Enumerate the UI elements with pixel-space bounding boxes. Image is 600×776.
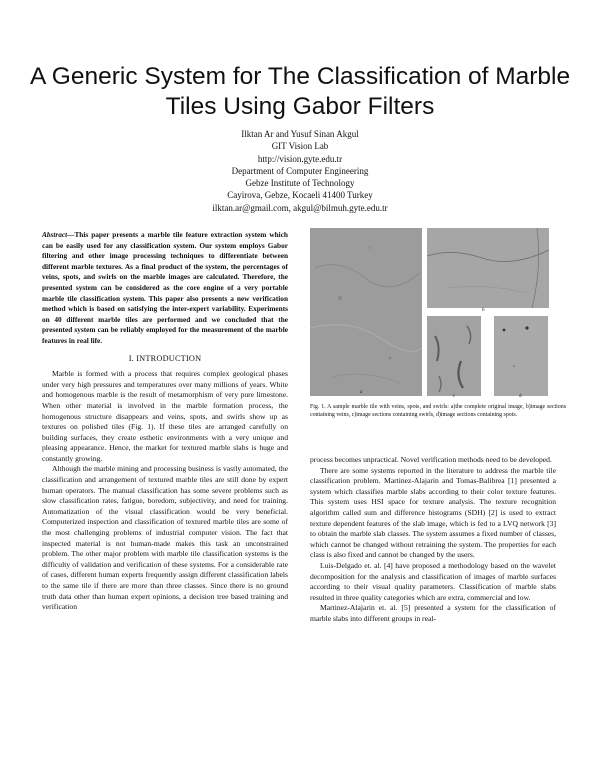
figure-1-caption: Fig. 1. A sample marble tile with veins, spots, and swirls: a)the complete original image, b)image sections containing veins, c)image sections containing swirls, d)image sections containing spots. bbox=[310, 404, 566, 418]
author-emails[interactable]: ilktan.ar@gmail.com, akgul@bilmuh.gyte.edu.tr bbox=[212, 202, 388, 213]
section-heading-introduction: I. INTRODUCTION bbox=[128, 353, 202, 363]
right-column bbox=[310, 455, 556, 625]
figure-panel-a-marble-tile bbox=[310, 228, 422, 396]
figure-label-d: d bbox=[519, 394, 522, 399]
author-block bbox=[100, 128, 500, 214]
author-institute: Gebze Institute of Technology bbox=[245, 178, 355, 189]
right-paragraph-3: Luis-Delgado et. al. [4] have proposed a methodology based on the wavelet decomposition for the analysis and classification of images of marble surfaces according to their visual quality parameters. Classification of marble slabs resulted in three quality categories which are extra, commercial and low. bbox=[310, 560, 556, 602]
abstract-label: Abstract bbox=[42, 230, 68, 239]
abstract-text: —This paper presents a marble tile feature extraction system which can be easily used for any classification system. Our system employs Gabor filtering and other image processing techniques to differentiate between different marble textures. As a final product of the system, the percentages of veins, spots, and swirls on the marble images are calculated. Therefore, the presented system can be considered as the core engine of a very portable marble tile classification system. This paper also presents a new verification method which is based on satisfying the inter-expert variability. Experiments on 40 different marble tiles are performed and we concluded that the presented system can be reliably employed for the measurement of the marble features in real life. bbox=[42, 230, 288, 345]
paper-title bbox=[30, 62, 570, 122]
title-line-2: Tiles Using Gabor Filters bbox=[165, 93, 435, 120]
marble-texture-d bbox=[494, 316, 548, 396]
marble-texture-a bbox=[310, 228, 422, 396]
marble-texture-b bbox=[427, 228, 549, 308]
right-paragraph-1: process becomes unpractical. Novel verification methods need to be developed. bbox=[310, 455, 552, 464]
intro-paragraph-2: Although the marble mining and processing business is vastly automated, the classification and arrangement of textured marble tiles are still done by expert human operators. The manual classification has some severe problems such as slow classification rates, fatigue, boredom, subjectivity, and need for training. Automatization of the visual classification would be very beneficial. Computerized inspection and classification of textured marble tiles are some of the most challenging problems of industrial computer vision. The fact that inspected material is not human-made makes this task an unconstrained problem. The other major problem with marble tile classification systems is the difficulty of validation and verification of these systems. For a considerable rate of cases, different human experts frequently assign different classification labels to the same tile if there are more than three classes. Since there is no ground truth data other than human expert opinions, a decision tree based training and verification bbox=[42, 464, 288, 612]
intro-paragraph-1: Marble is formed with a process that requires complex geological phases under very high pressures and temperatures over many millions of years. White and homogenous marble is the result of metamorphism of very pure limestone. When other material is involved in the marble formation process, the homogenous structure disappears and veins, spots, and swirls show up as textures on polished tiles (Fig. 1). If these tiles are arranged carefully on building surfaces, they create esthetic environments with a very unique and pleasing appearance. Hence, the market for textured marble slabs is huge and constantly growing. bbox=[42, 369, 288, 463]
right-paragraph-4: Martinez-Alajarin et. al. [5] presented a system for the classification of marble slabs into different groups in real- bbox=[310, 603, 556, 623]
right-paragraph-2: There are some systems reported in the literature to address the marble tile classification problem. Martinez-Alajarin and Tomas-Balibrea [1] presented a system which classifies marble slabs according to their color texture features. This system uses HSI space for texture analysis. The texture recognition algorithm called sum and difference histograms (SDH) [2] is used to extract texture dependent features of the slab image, which is fed to a LVQ network [3] to obtain the marble slab classes. The system assumes a fixed number of classes, which cannot be changed without retraining the system. The properties for each class is also fixed and cannot be changed by the users. bbox=[310, 465, 556, 560]
author-department: Department of Computer Engineering bbox=[231, 165, 369, 176]
figure-1 bbox=[310, 228, 566, 399]
figure-panel-d-spots bbox=[494, 316, 548, 396]
author-address: Cayirova, Gebze, Kocaeli 41400 Turkey bbox=[227, 190, 373, 201]
left-column bbox=[42, 230, 288, 613]
title-line-1: A Generic System for The Classification of Marble bbox=[30, 63, 571, 90]
figure-panel-c-swirls bbox=[427, 316, 481, 396]
author-names: Ilktan Ar and Yusuf Sinan Akgul bbox=[241, 129, 359, 139]
figure-label-a: a bbox=[360, 390, 363, 395]
figure-panel-b-veins bbox=[427, 228, 549, 308]
figure-label-b: b bbox=[482, 308, 485, 313]
author-lab: GIT Vision Lab bbox=[271, 141, 329, 152]
author-url[interactable]: http://vision.gyte.edu.tr bbox=[257, 153, 343, 164]
figure-label-c: c bbox=[453, 394, 456, 399]
marble-texture-c bbox=[427, 316, 481, 396]
abstract bbox=[42, 230, 288, 347]
